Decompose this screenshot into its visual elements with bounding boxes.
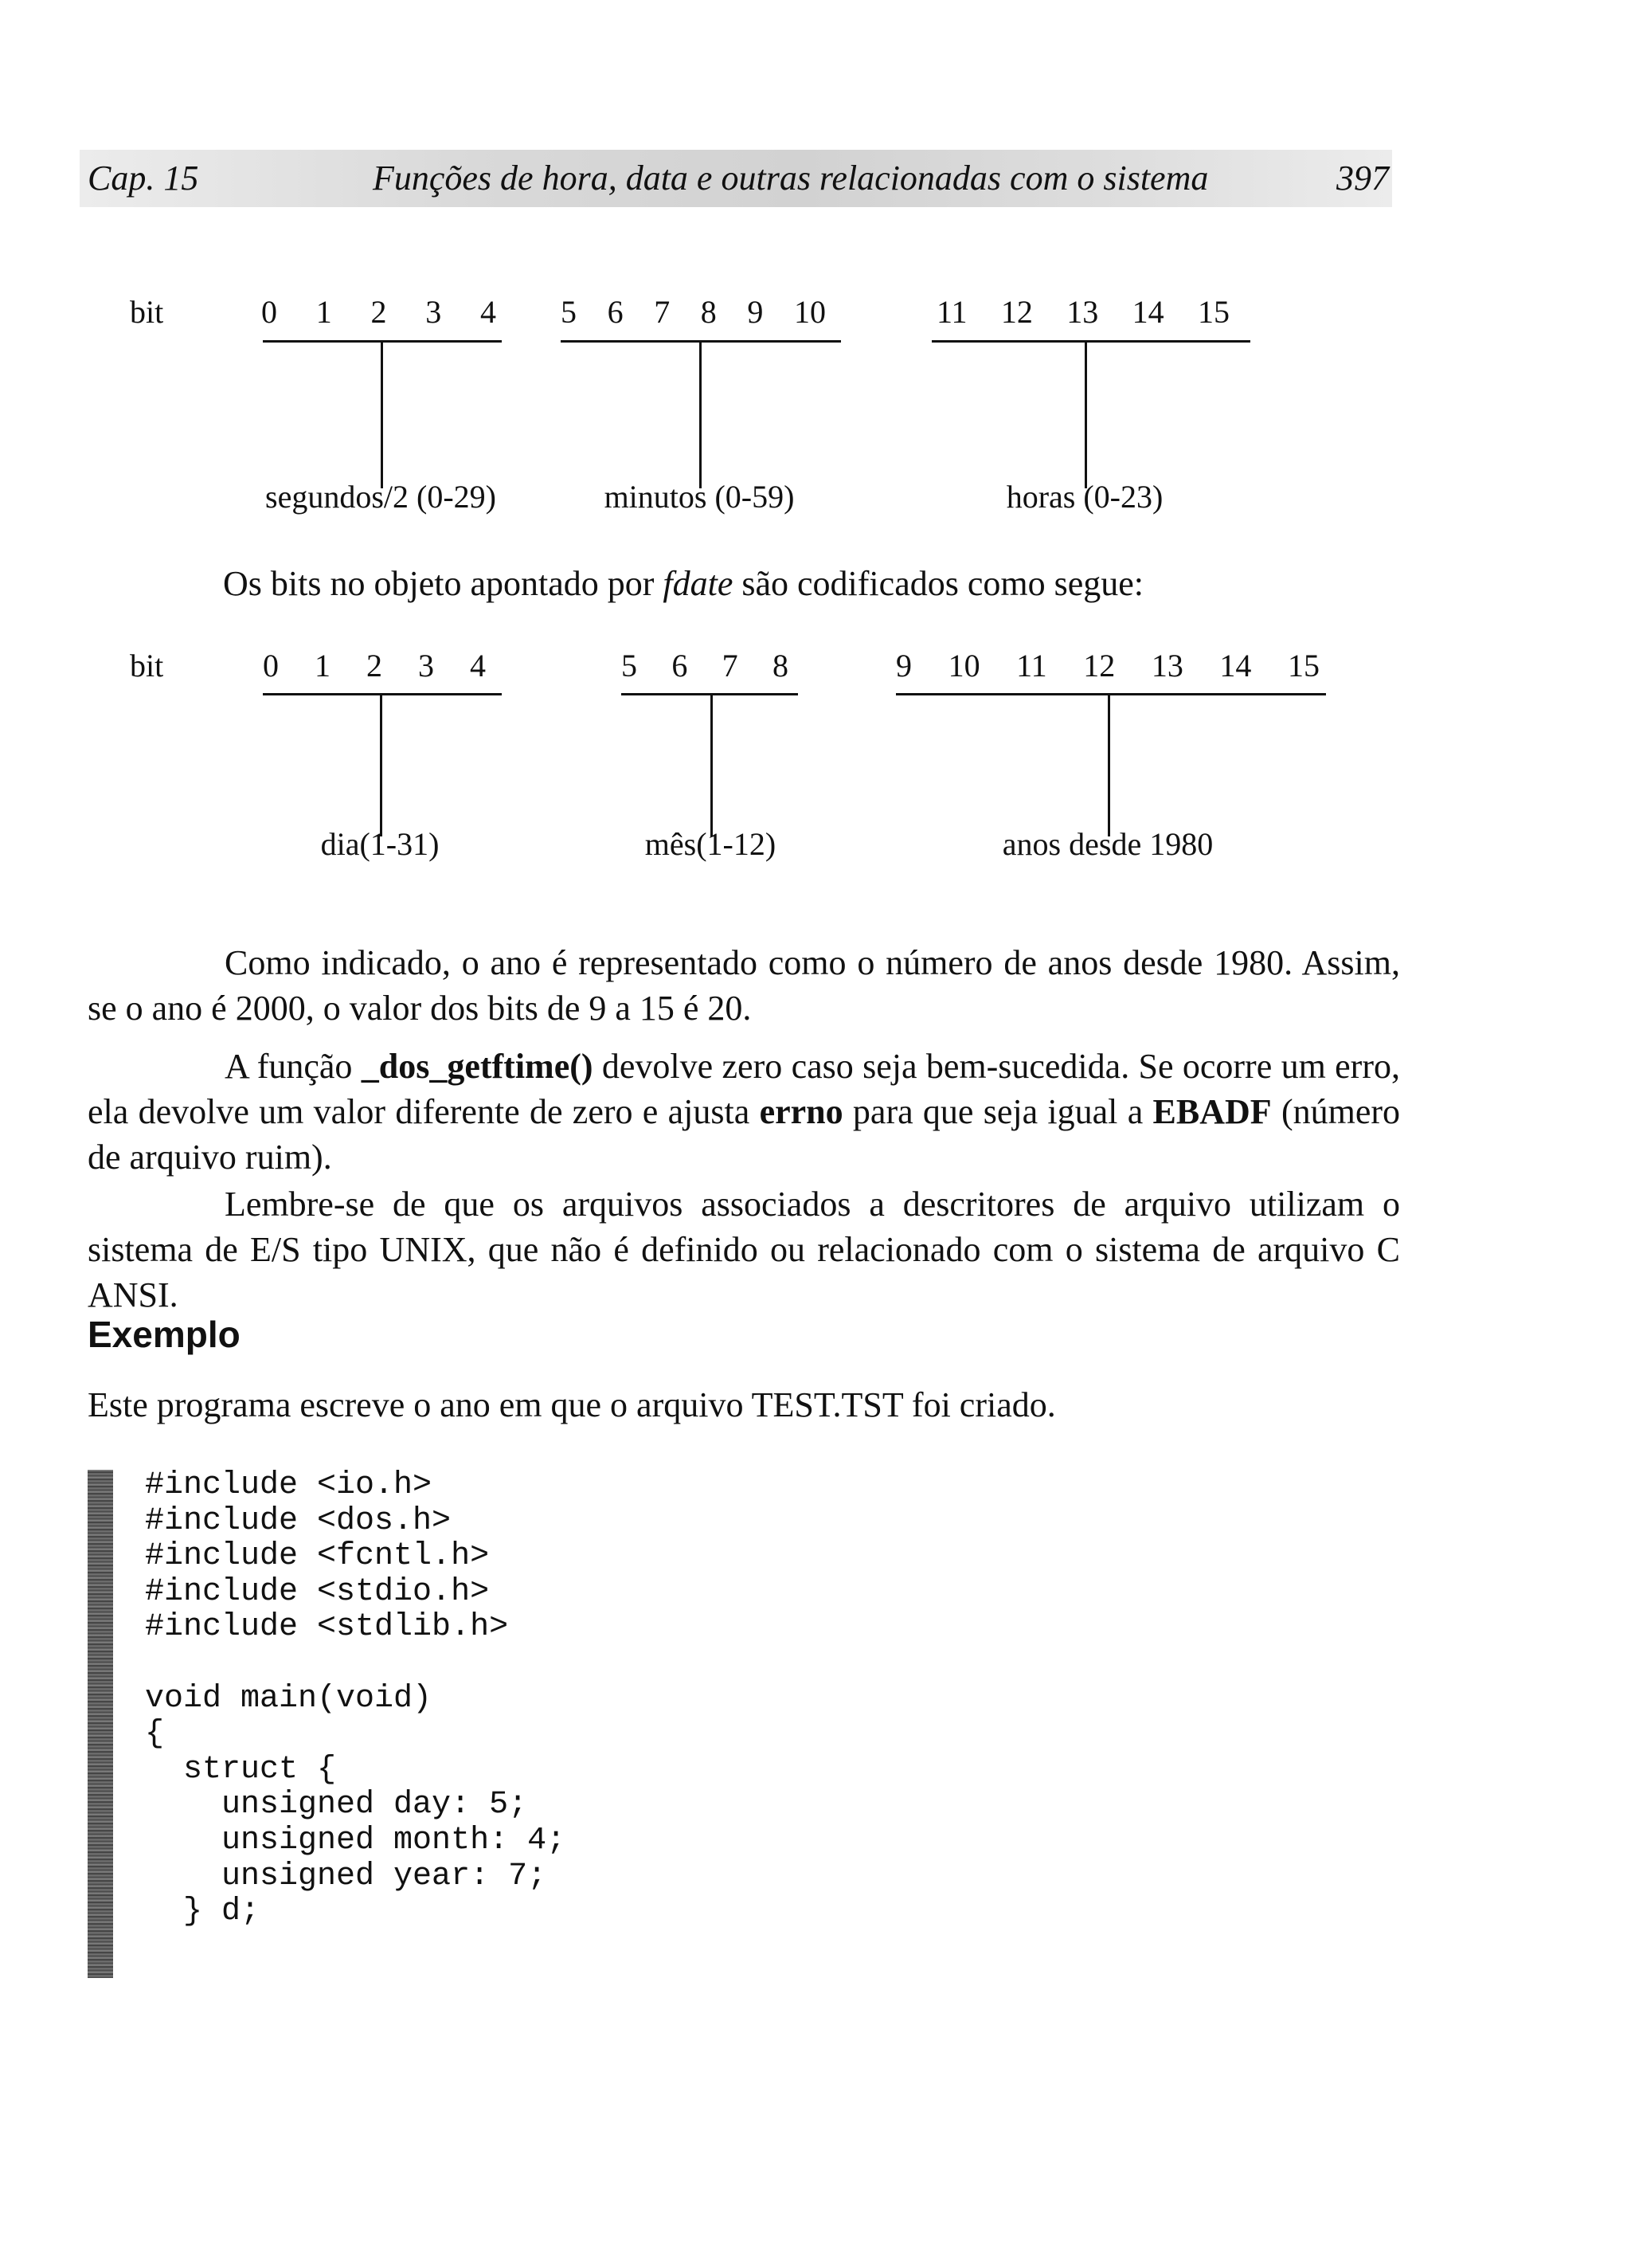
bit-number: 5 [561,294,577,330]
bracket-stem [380,693,382,836]
bit-number: 11 [1016,648,1047,684]
field-label-year: anos desde 1980 [1002,826,1214,862]
field-label-seconds: segundos/2 (0-29) [265,479,496,515]
bit-number: 10 [793,294,826,330]
field-label-day: dia(1-31) [320,826,440,862]
bit-number: 14 [1132,294,1164,330]
bit-number: 3 [418,648,434,684]
running-header [80,150,1392,207]
bit-number: 2 [366,648,382,684]
bit-number: 9 [896,648,912,684]
bit-number: 4 [480,294,496,330]
bit-numbers-year [896,647,1320,684]
errno-term: errno [759,1092,843,1131]
bit-number: 0 [263,648,279,684]
bit-numbers-hours [937,293,1230,331]
paragraph-return-value: A função _dos_getftime() devolve zero caso seja bem-sucedida. Se ocorre um erro, ela devolve um valor diferente de zero e ajusta errno para que seja igual a EBADF (número de arquivo ruim). [88,1047,1401,1177]
bracket-stem [381,340,383,488]
page-number: 397 [1336,159,1389,198]
bit-number: 12 [1000,294,1033,330]
field-label-minutes: minutos (0-59) [604,479,795,515]
bit-number: 3 [425,294,442,330]
bracket-stem [710,693,713,836]
example-heading: Exemplo [88,1314,241,1355]
date-intro-text: Os bits no objeto apontado por fdate são codificados como segue: [223,564,1144,603]
bracket-line [621,693,798,695]
bit-number: 15 [1197,294,1230,330]
bracket-line [263,693,502,695]
bit-numbers-seconds [261,293,496,331]
bit-number: 7 [654,294,671,330]
bit-number: 1 [315,294,332,330]
field-label-month: mês(1-12) [644,826,776,862]
bit-number: 2 [370,294,387,330]
bracket-stem [1085,340,1087,488]
bracket-line [896,693,1326,695]
bit-number: 11 [937,294,968,330]
bit-number: 0 [261,294,277,330]
chapter-label: Cap. 15 [88,159,199,198]
bit-number: 7 [722,648,738,684]
example-description: Este programa escreve o ano em que o arquivo TEST.TST foi criado. [88,1385,1056,1424]
code-margin-bar [88,1470,113,1978]
bracket-line [932,340,1250,343]
bit-number: 4 [470,648,486,684]
bit-label: bit [130,648,164,684]
bit-number: 15 [1287,648,1320,684]
bit-number: 10 [948,648,980,684]
bit-numbers-month [621,647,788,684]
bracket-stem [699,340,702,488]
chapter-title: Funções de hora, data e outras relacionadas com o sistema [373,159,1209,198]
bit-number: 12 [1083,648,1116,684]
field-label-hours: horas (0-23) [1006,479,1164,515]
bit-label: bit [130,294,164,330]
paragraph-year-encoding: Como indicado, o ano é representado como o número de anos desde 1980. Assim, se o ano é 2000, o valor dos bits de 9 a 15 é 20. [88,943,1400,1028]
paragraph-unix-io-note: Lembre-se de que os arquivos associados a descritores de arquivo utilizam o sistema de E/S tipo UNIX, que não é definido ou relacionado com o sistema de arquivo C ANSI. [88,1185,1400,1314]
function-name: _dos_getftime() [361,1047,593,1086]
bit-number: 8 [700,294,717,330]
bit-number: 5 [621,648,637,684]
bit-numbers-minutes [561,293,826,331]
bracket-stem [1108,693,1110,836]
bit-number: 1 [315,648,331,684]
bit-number: 13 [1151,648,1183,684]
bit-numbers-day [263,647,486,684]
bit-number: 9 [747,294,764,330]
ebadf-term: EBADF [1152,1092,1272,1131]
bit-number: 13 [1066,294,1099,330]
code-listing: #include <io.h> #include <dos.h> #include <fcntl.h> #include <stdio.h> #include <stdlib.h> void main(void) { struct { unsigned day: 5; unsigned month: 4; unsigned year: 7; } d; [145,1467,566,1930]
bit-number: 6 [671,648,688,684]
bit-number: 8 [772,648,788,684]
fdate-term: fdate [663,564,733,603]
bit-number: 6 [607,294,624,330]
bit-number: 14 [1219,648,1252,684]
